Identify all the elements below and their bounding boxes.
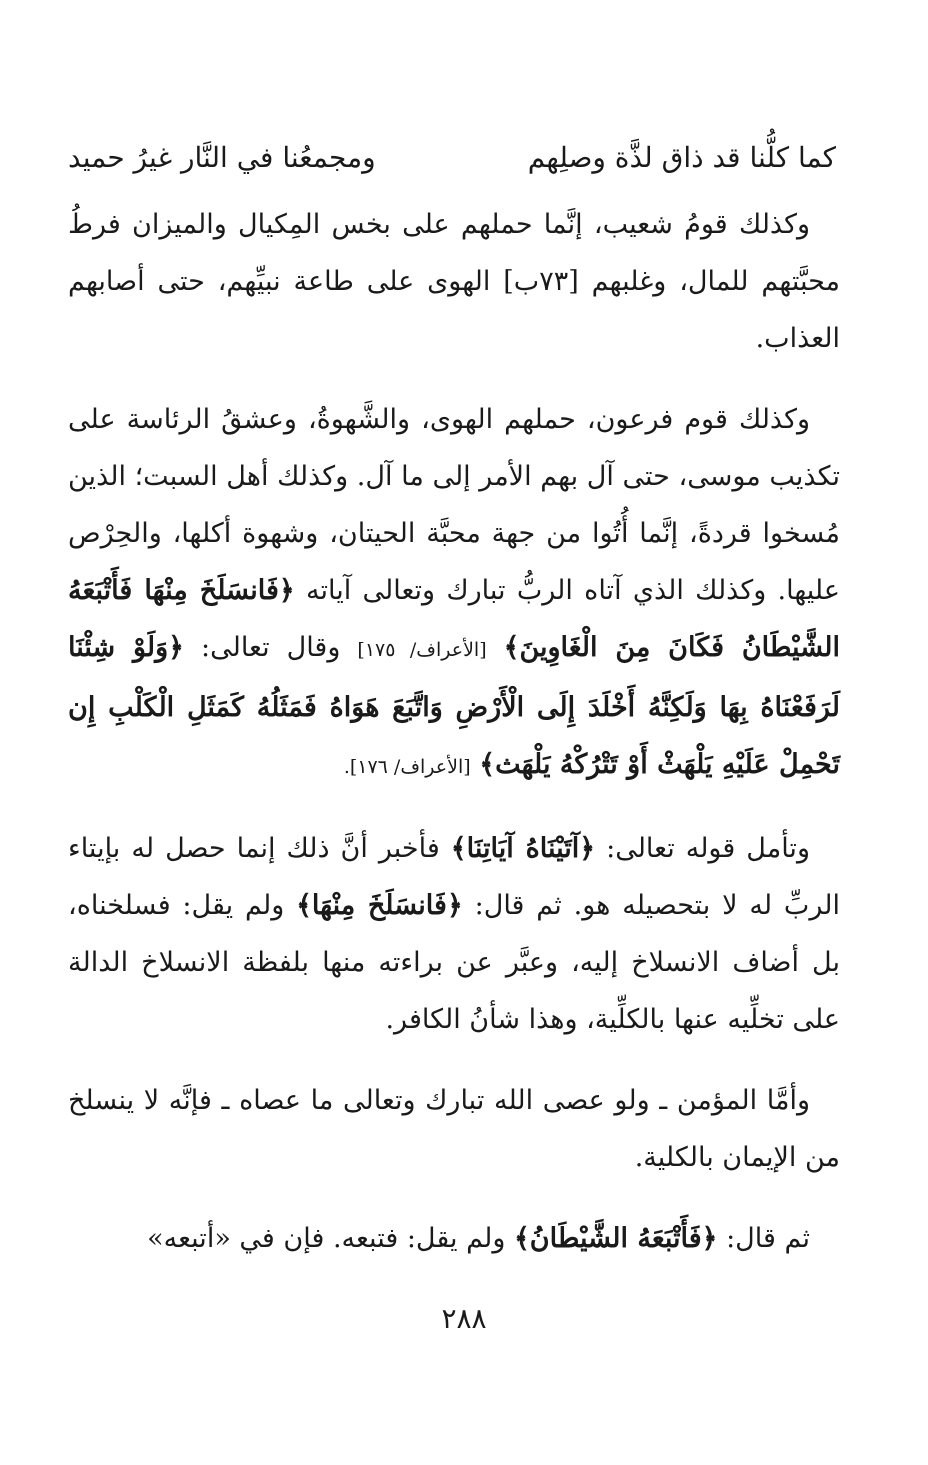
verse-hemistich-second: ومجمعُنا في النَّار غيرُ حميد bbox=[68, 141, 376, 174]
paragraph-text: وكذلك قوم فرعون، حملهم الهوى، والشَّهوةُ، وعشقُ الرئاسة على تكذيب موسى، حتى آل بهم الأمر إلى ما آل. وكذلك أهل السبت؛ الذين مُسخوا قردةً، إنَّما أُتُوا من جهة محبَّة الحيتان، وشهوة أكلها، والحِرْص عليها. وكذلك الذي آتاه الربُّ تبارك وتعالى آياته bbox=[68, 404, 840, 606]
paragraph-pharaoh bbox=[68, 391, 840, 796]
paragraph-text: ثم قال: bbox=[726, 1223, 810, 1254]
poetry-verse bbox=[68, 130, 840, 186]
verse-reference: [الأعراف/ ١٧٥] bbox=[357, 639, 487, 661]
paragraph-text: ولم يقل: فتبعه. فإن في «أتبعه» bbox=[147, 1223, 506, 1254]
verse-hemistich-first: كما كلُّنا قد ذاق لذَّة وصلِهم bbox=[527, 141, 836, 174]
paragraph-text: وأمَّا المؤمن ـ ولو عصى الله تبارك وتعالى ما عصاه ـ فإنَّه لا ينسلخ من الإيمان بالكلية. bbox=[68, 1085, 840, 1173]
quran-quote: ﴿فَانسَلَخَ مِنْهَا فَأَتْبَعَهُ الشَّيْطَانُ فَكَانَ مِنَ الْغَاوِينَ﴾ bbox=[68, 575, 841, 663]
quran-quote: ﴿وَلَوْ شِئْنَا لَرَفَعْنَاهُ بِهَا وَلَكِنَّهُ أَخْلَدَ إِلَى الْأَرْضِ وَاتَّبَعَ هَوَاهُ فَمَثَلُهُ كَمَثَلِ الْكَلْبِ إِن تَحْمِلْ عَلَيْهِ يَلْهَثْ أَوْ تَتْرُكْهُ يَلْهَث﴾ bbox=[68, 632, 840, 780]
paragraph-believer bbox=[68, 1072, 840, 1186]
paragraph-text: وقال تعالى: bbox=[201, 632, 341, 663]
paragraph-text: فأخبر أنَّ ذلك إنما حصل له بإيتاء الربِّ له لا بتحصيله هو. ثم قال: bbox=[68, 833, 840, 921]
quran-quote: ﴿فَانسَلَخَ مِنْهَا﴾ bbox=[296, 890, 463, 921]
paragraph-final bbox=[68, 1210, 840, 1267]
quran-quote: ﴿آتَيْنَاهُ آيَاتِنَا﴾ bbox=[450, 833, 596, 864]
paragraph-shuayb bbox=[68, 196, 840, 367]
page-body bbox=[68, 130, 840, 1291]
page-number: ٢٨٨ bbox=[441, 1302, 487, 1335]
paragraph-text: وكذلك قومُ شعيب، إنَّما حملهم على بخس المِكيال والميزان فرطُ محبَّتهم للمال، وغلبهم [٧٣ب] الهوى على طاعة نبيِّهم، حتى أصابهم العذاب. bbox=[68, 209, 841, 354]
verse-reference: [الأعراف/ ١٧٦]. bbox=[343, 756, 471, 778]
quran-quote: ﴿فَأَتْبَعَهُ الشَّيْطَانُ﴾ bbox=[513, 1223, 718, 1254]
paragraph-text: وتأمل قوله تعالى: bbox=[606, 833, 810, 864]
paragraph-text: ولم يقل: فسلخناه، بل أضاف الانسلاخ إليه، وعبَّر عن براءته منها بلفظة الانسلاخ الدالة على تخلِّيه عنها بالكلِّية، وهذا شأنُ الكافر. bbox=[68, 890, 840, 1035]
paragraph-reflection bbox=[68, 820, 840, 1048]
